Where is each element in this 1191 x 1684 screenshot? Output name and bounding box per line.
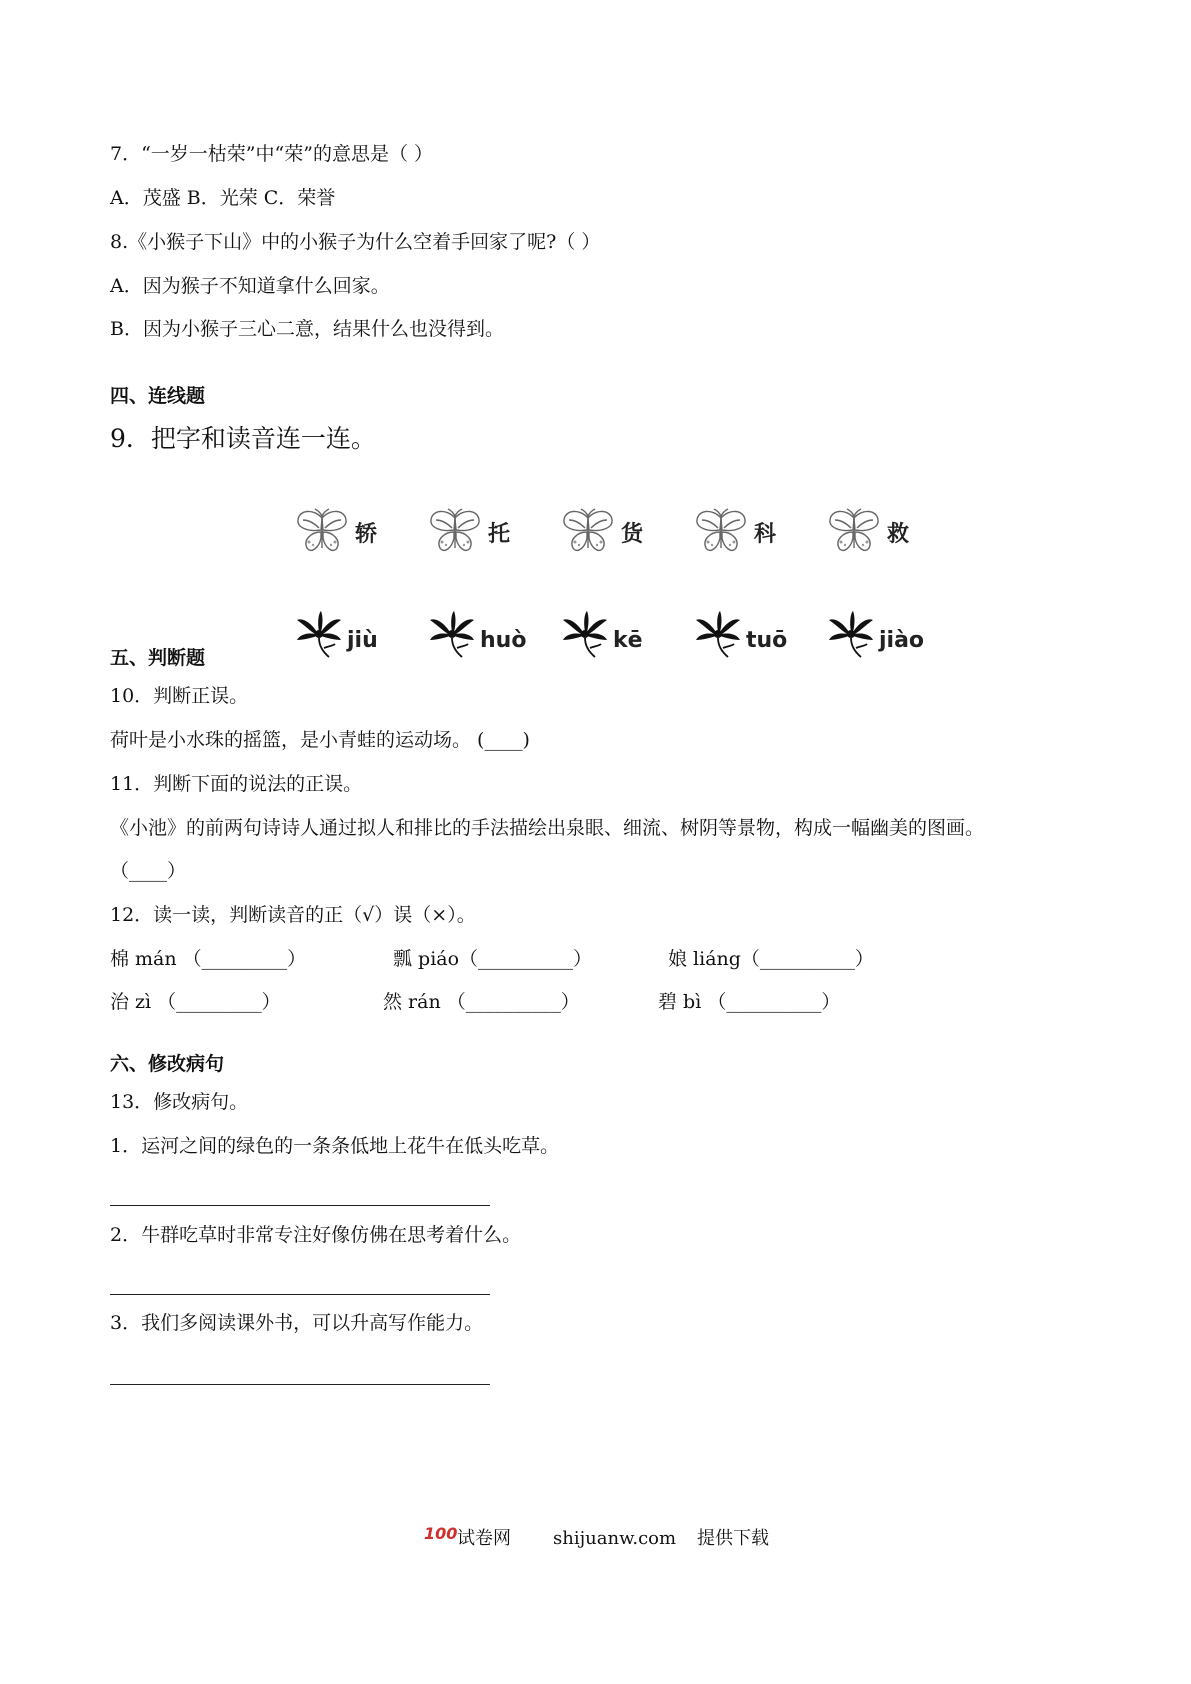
answer-line[interactable] <box>110 1384 490 1385</box>
q12-item: 然 rán （__________） <box>383 991 580 1013</box>
butterfly-icon <box>694 508 748 556</box>
q10-statement: 荷叶是小水珠的摇篮，是小青蛙的运动场。 (____) <box>110 729 530 751</box>
footer-note: 提供下载 <box>697 1528 769 1549</box>
q12-item: 娘 liáng（__________） <box>668 948 874 970</box>
faulty-sentence-2: 2．牛群吃草时非常专注好像仿佛在思考着什么。 <box>110 1224 522 1246</box>
q8-option-a: A．因为猴子不知道拿什么回家。 <box>110 275 390 297</box>
footer-site[interactable]: shijuanw.com <box>553 1528 677 1549</box>
q7-options: A．茂盛 B．光荣 C．荣誉 <box>110 187 336 209</box>
q8-stem: 8.《小猴子下山》中的小猴子为什么空着手回家了呢?（ ） <box>110 231 601 253</box>
lily-pinyin-card[interactable] <box>694 610 787 658</box>
butterfly-icon <box>561 508 615 556</box>
q11-statement: 《小池》的前两句诗诗人通过拟人和排比的手法描绘出泉眼、细流、树阴等景物，构成一幅幽美的图画。 <box>110 817 985 839</box>
footer-brand: 试卷网 <box>457 1528 511 1549</box>
section6-title: 六、修改病句 <box>110 1053 225 1075</box>
answer-line[interactable] <box>110 1294 490 1295</box>
lily-pinyin-card[interactable] <box>827 610 924 658</box>
section4-title: 四、连线题 <box>110 385 206 407</box>
lily-flower-icon <box>694 610 742 658</box>
lily-flower-icon <box>428 610 476 658</box>
character-label: 科 <box>754 521 777 547</box>
butterfly-character-card[interactable] <box>827 508 909 556</box>
lily-pinyin-card[interactable] <box>561 610 643 658</box>
pinyin-label: jiào <box>879 627 925 653</box>
section5-title: 五、判断题 <box>110 647 206 669</box>
butterfly-icon <box>295 508 349 556</box>
butterfly-character-card[interactable] <box>295 508 377 556</box>
butterfly-character-card[interactable] <box>694 508 776 556</box>
pinyin-label: jiù <box>347 627 378 653</box>
butterfly-icon <box>428 508 482 556</box>
lily-pinyin-card[interactable] <box>295 610 378 658</box>
butterfly-character-card[interactable] <box>428 508 510 556</box>
q12-item: 瓢 piáo（__________） <box>393 948 593 970</box>
pinyin-label: kē <box>613 627 643 653</box>
butterfly-icon <box>827 508 881 556</box>
pinyin-label: huò <box>480 627 527 653</box>
character-label: 救 <box>887 521 910 547</box>
q10-stem: 10．判断正误。 <box>110 685 249 707</box>
lily-flower-icon <box>295 610 343 658</box>
lily-flower-icon <box>827 610 875 658</box>
character-label: 轿 <box>355 521 378 547</box>
q13-stem: 13．修改病句。 <box>110 1091 249 1113</box>
character-label: 货 <box>621 521 644 547</box>
q8-option-b: B．因为小猴子三心二意，结果什么也没得到。 <box>110 318 504 340</box>
butterfly-character-card[interactable] <box>561 508 643 556</box>
q11-stem: 11．判断下面的说法的正误。 <box>110 773 363 795</box>
q9-stem: 9．把字和读音连一连。 <box>110 424 376 453</box>
lily-flower-icon <box>561 610 609 658</box>
faulty-sentence-3: 3．我们多阅读课外书，可以升高写作能力。 <box>110 1312 484 1334</box>
logo-100-icon: 100 <box>424 1524 458 1543</box>
footer <box>0 1526 1191 1556</box>
q7-stem: 7．“一岁一枯荣”中“荣”的意思是（ ） <box>110 143 433 165</box>
q11-blank: （____） <box>110 860 187 882</box>
pinyin-label: tuō <box>746 627 788 653</box>
faulty-sentence-1: 1．运河之间的绿色的一条条低地上花牛在低头吃草。 <box>110 1135 560 1157</box>
character-label: 托 <box>488 521 511 547</box>
q12-item: 碧 bì （__________） <box>658 991 841 1013</box>
q12-item: 治 zì （_________） <box>110 991 281 1013</box>
q12-item: 棉 mán （_________） <box>110 948 307 970</box>
answer-line[interactable] <box>110 1205 490 1206</box>
lily-pinyin-card[interactable] <box>428 610 526 658</box>
q12-stem: 12．读一读，判断读音的正（√）误（×）。 <box>110 904 476 926</box>
